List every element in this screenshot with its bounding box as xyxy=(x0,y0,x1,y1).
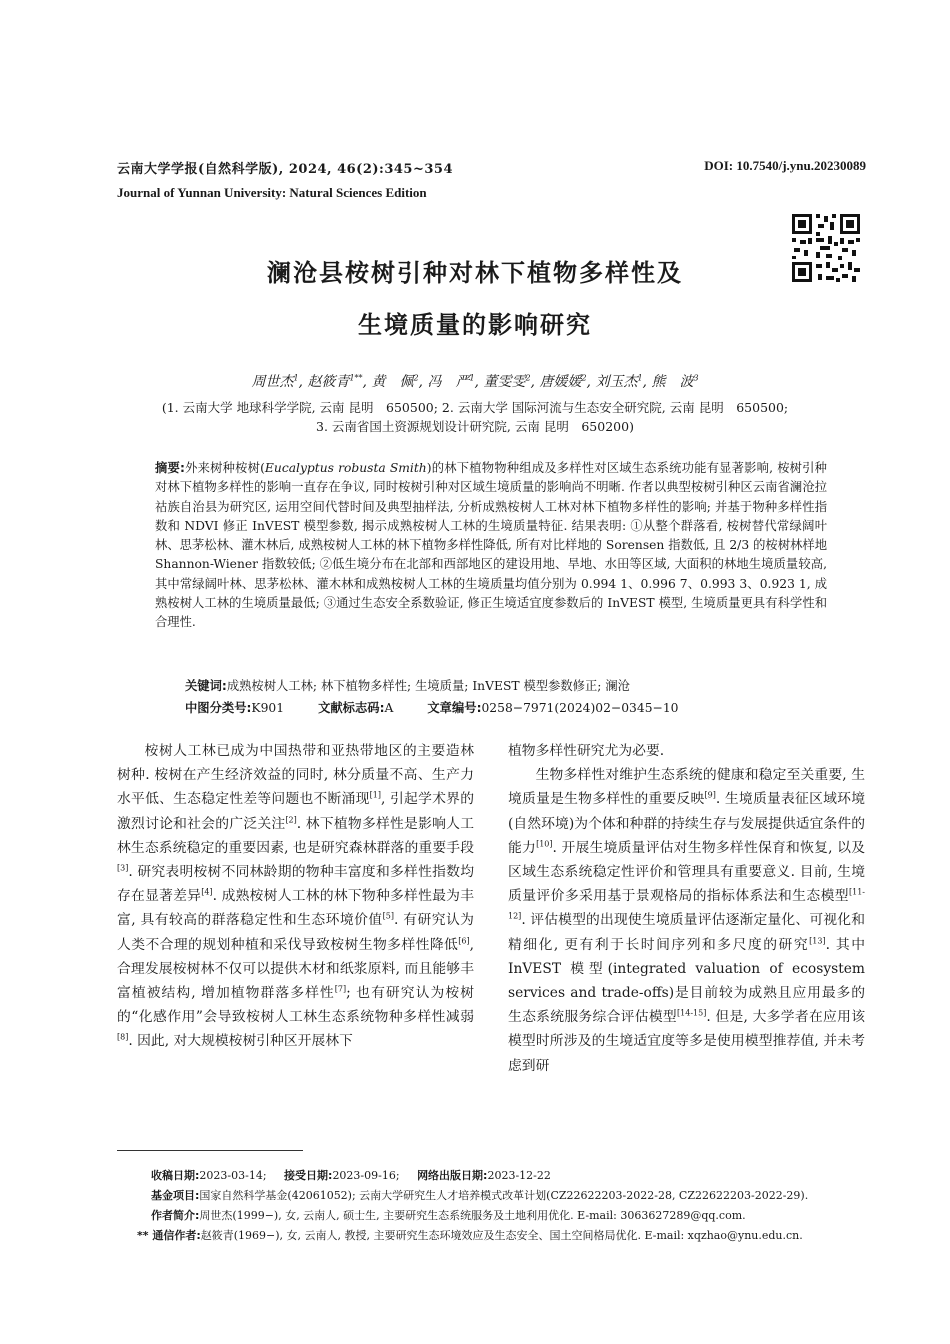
author-name: 周世杰 xyxy=(251,374,294,390)
author-name: 刘玉杰 xyxy=(595,374,638,390)
journal-name-cn: 云南大学学报(自然科学版), 2024, 46(2):345~354 xyxy=(117,162,453,177)
abstract xyxy=(155,459,827,633)
clc-value: K901 xyxy=(251,701,285,715)
body-paragraph: 生物多样性对维护生态系统的健康和稳定至关重要, 生境质量是生物多样性的重要反映[9]. 生境质量表征区域环境(自然环境)为个体和种群的持续生存与发展提供适宜条件的能力[10]. 开展生境质量评估对生物多样性保育和恢复, 以及区域生态系统稳定性评价和管理具有重要意义. 目前, 生境质量评价多采用基于景观格局的指标体系法和生态模型[11-12]. 评估模型的出现使生境质量评估逐渐定量化、可视化和精细化, 更有利于长时间序列和多尺度的研究[13]. 其中 InVEST 模型(integrated valuation of ecosystem services and trade-offs)是目前较为成熟且应用最多的生态系统服务综合评估模型[14-15]. 但是, 大多学者在应用该模型时所涉及的生境适宜度等多是使用模型推荐值, 并未考虑到研 xyxy=(508,767,866,1074)
author-email[interactable]: 周世杰(1999−), 女, 云南人, 硕士生, 主要研究生态系统服务及土地利用优化. E-mail: 3063627289@qq.com. xyxy=(199,1209,746,1222)
citation[interactable]: [4] xyxy=(201,887,213,897)
author-affil-mark: 1** xyxy=(349,373,363,383)
affiliation-line-2: 3. 云南省国土资源规划设计研究院, 云南 昆明 650200) xyxy=(316,419,634,434)
keywords xyxy=(185,676,630,694)
body-column-left xyxy=(117,739,474,1054)
author-affil-mark: 2 xyxy=(413,373,419,383)
corresponding-email[interactable]: 赵筱青(1969−), 女, 云南人, 教授, 主要研究生态环境效应及生态安全、国土空间格局优化. E-mail: xqzhao@ynu.edu.cn. xyxy=(200,1229,803,1242)
abstract-label: 摘要: xyxy=(155,461,185,475)
paper-title-line-1: 澜沧县桉树引种对林下植物多样性及 xyxy=(267,259,683,287)
citation[interactable]: [6] xyxy=(458,936,470,946)
keywords-text: 成熟桉树人工林; 林下植物多样性; 生境质量; InVEST 模型参数修正; 澜沧 xyxy=(226,679,630,693)
citation[interactable]: [7] xyxy=(334,984,347,994)
author-name: 唐媛媛 xyxy=(539,374,582,390)
abstract-text: 外来树种桉树( xyxy=(184,461,265,475)
author-affil-mark: 1 xyxy=(293,373,299,383)
article-number-value: 0258−7971(2024)02−0345−10 xyxy=(481,701,679,715)
keywords-label: 关键词: xyxy=(185,679,227,693)
citation[interactable]: [5] xyxy=(382,911,394,921)
clc-label: 中图分类号: xyxy=(185,701,252,715)
citation[interactable]: [2] xyxy=(285,815,297,825)
author-name: 冯 严 xyxy=(427,374,470,390)
author-affil-mark: 3 xyxy=(693,373,699,383)
footnote-divider xyxy=(117,1150,303,1151)
author-list: 周世杰$^1$, 赵筱青$^{1**}$, 黄 佩$^2$, 冯 严$^1$, 董雯雯$^2$, 唐媛媛$^2$, 刘玉杰$^1$, 熊 波$^3$ xyxy=(251,373,699,390)
author-name: 熊 波 xyxy=(651,374,694,390)
article-number-label: 文章编号: xyxy=(427,701,482,715)
citation[interactable]: [9] xyxy=(704,790,716,800)
doc-code-value: A xyxy=(384,701,394,715)
species-name: Eucalyptus robusta Smith xyxy=(264,461,427,475)
author-affil-mark: 2 xyxy=(581,373,587,383)
citation[interactable]: [8] xyxy=(117,1032,129,1042)
body-paragraph-continued: 植物多样性研究尤为必要. xyxy=(508,743,665,759)
author-name: 赵筱青 xyxy=(307,374,350,390)
footnote-corresponding: ** 通信作者:赵筱青(1969−), 女, 云南人, 教授, 主要研究生态环境效应及生态安全、国土空间格局优化. E-mail: xqzhao@ynu.edu.cn. xyxy=(137,1229,803,1242)
doc-code-label: 文献标志码: xyxy=(318,701,385,715)
footnote-funding: 基金项目:国家自然科学基金(42061052); 云南大学研究生人才培养模式改革计划(CZ22622203-2022-28, CZ22622203-2022-29). xyxy=(151,1189,809,1202)
body-column-right xyxy=(508,739,865,1078)
citation[interactable]: [11-12] xyxy=(508,887,865,921)
footnote-dates: 收稿日期:2023-03-14; 接受日期:2023-09-16; 网络出版日期:2023-12-22 xyxy=(151,1169,551,1182)
doi: DOI: 10.7540/j.ynu.20230089 xyxy=(704,158,866,173)
citation[interactable]: [3] xyxy=(117,863,129,873)
affiliation-line-1: (1. 云南大学 地球科学学院, 云南 昆明 650500; 2. 云南大学 国际河流与生态安全研究院, 云南 昆明 650500; xyxy=(161,400,789,415)
paper-title-line-2: 生境质量的影响研究 xyxy=(358,311,592,339)
abstract-text: )的林下植物物种组成及多样性对区域生态系统功能有显著影响, 桉树引种对林下植物多样性的影响一直存在争议, 同时桉树引种对区域生境质量的影响尚不明晰. 作者以典型桉树引种区云南省澜沧拉祜族自治县为研究区, 运用空间代替时间及典型抽样法, 分析成熟桉树人工林对林下植物多样性的影响; 并基于物种多样性指数和 NDVI 修正 InVEST 模型参数, 揭示成熟桉树人工林的生境质量特征. 结果表明: ①从整个群落看, 桉树替代常绿阔叶林、思茅松林、灌木林后, 成熟桉树人工林的林下植物多样性降低, 所有对比样地的 Sorensen 指数低, 且 2/3 的桉树林样地 Shannon-Wiener 指数较低; ②低生境分布在北部和西部地区的建设用地、旱地、水田等区域, 大面积的林地生境质量较高, 其中常绿阔叶林、思茅松林、灌木林和成熟桉树人工林的生境质量均值分别为 0.994 1、0.996 7、0.993 3、0.923 1, 成熟桉树人工林的生境质量最低; ③通过生态安全系数验证, 修正生境适宜度参数后的 InVEST 模型, 生境质量更具有科学性和合理性. xyxy=(155,461,827,630)
citation[interactable]: [10] xyxy=(536,839,553,849)
author-affil-mark: 1 xyxy=(469,373,475,383)
citation[interactable]: [14-15] xyxy=(677,1008,707,1018)
journal-name-en: Journal of Yunnan University: Natural Sciences Edition xyxy=(117,185,427,200)
classification-line xyxy=(185,698,678,716)
citation[interactable]: [1] xyxy=(369,790,381,800)
author-name: 黄 佩 xyxy=(371,374,414,390)
author-affil-mark: 1 xyxy=(637,373,643,383)
citation[interactable]: [13] xyxy=(809,936,826,946)
author-affil-mark: 2 xyxy=(525,373,531,383)
footnote-author: 作者简介:周世杰(1999−), 女, 云南人, 硕士生, 主要研究生态系统服务及土地利用优化. E-mail: 3063627289@qq.com. xyxy=(151,1209,746,1222)
body-paragraph: 桉树人工林已成为中国热带和亚热带地区的主要造林树种. 桉树在产生经济效益的同时, 林分质量不高、生产力水平低、生态稳定性差等问题也不断涌现[1], 引起学术界的激烈讨论和社会的广泛关注[2]. 林下植物多样性是影响人工林生态系统稳定的重要因素, 也是研究森林群落的重要手段[3]. 研究表明桉树不同林龄期的物种丰富度和多样性指数均存在显著差异[4]. 成熟桉树人工林的林下物种多样性最为丰富, 具有较高的群落稳定性和生态环境价值[5]. 有研究认为人类不合理的规划种植和采伐导致桉树生物多样性降低[6], 合理发展桉树林不仅可以提供木材和纸浆原料, 而且能够丰富植被结构, 增加植物群落多样性[7]; 也有研究认为桉树的“化感作用”会导致桉树人工林生态系统物种多样性减弱[8]. 因此, 对大规模桉树引种区开展林下 xyxy=(117,743,474,1050)
author-name: 董雯雯 xyxy=(483,374,526,390)
